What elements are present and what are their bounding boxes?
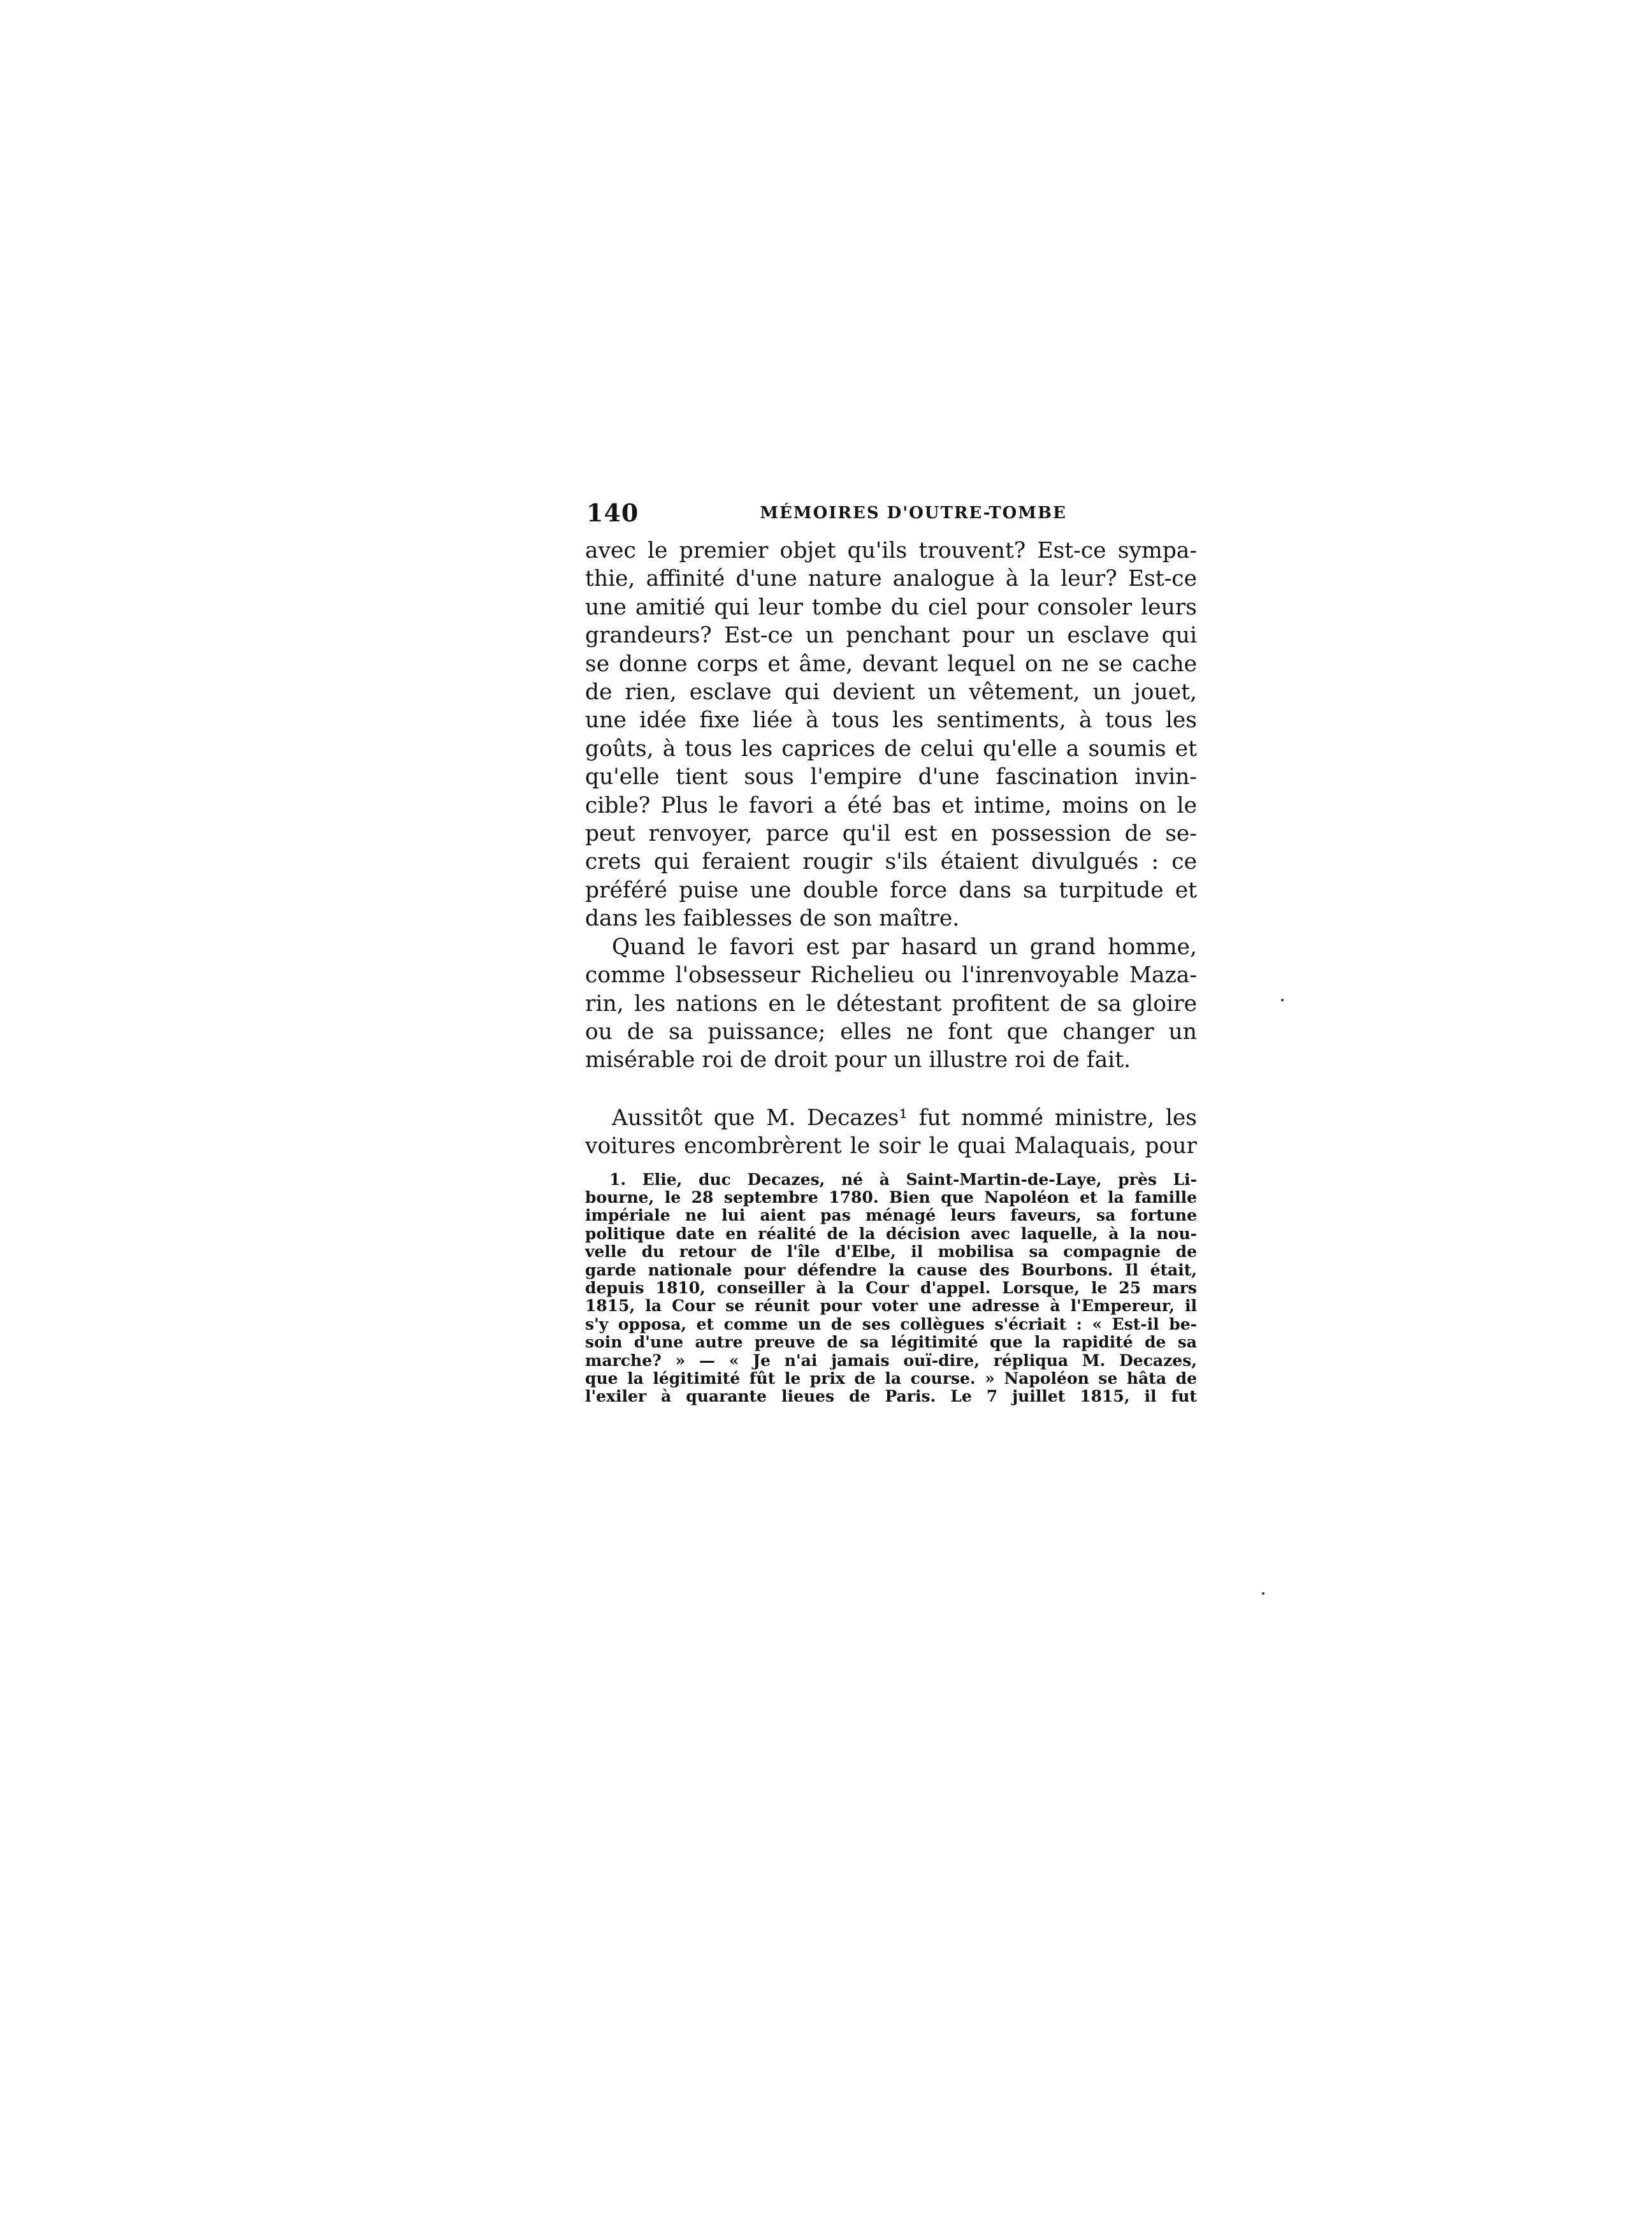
text-line: ou de sa puissance; elles ne font que changer un <box>585 1019 1197 1045</box>
text-line: une idée fixe liée à tous les sentiments, à tous les <box>585 708 1197 734</box>
text-line: comme l'obsesseur Richelieu ou l'inrenvoyable Maza- <box>585 962 1197 989</box>
text-line: cible? Plus le favori a été bas et intime, moins on le <box>585 792 1197 818</box>
text-line: qu'elle tient sous l'empire d'une fascination invin- <box>585 764 1197 790</box>
text-line: se donne corps et âme, devant lequel on ne se cache <box>585 651 1197 677</box>
footnote-line: soin d'une autre preuve de sa légitimité que la rapidité de sa <box>585 1333 1197 1352</box>
running-head <box>585 497 1197 534</box>
text-line: Aussitôt que M. Decazes¹ fut nommé ministre, les <box>612 1105 1197 1131</box>
text-line: misérable roi de droit pour un illustre roi de fait. <box>585 1047 1131 1073</box>
footnote-line: bourne, le 28 septembre 1780. Bien que Napoléon et la famille <box>585 1187 1197 1207</box>
paragraph-1 <box>585 537 1197 933</box>
footnote-line: 1815, la Cour se réunit pour voter une adresse à l'Empereur, il <box>585 1296 1197 1316</box>
text-line: crets qui feraient rougir s'ils étaient divulgués : ce <box>585 849 1197 875</box>
text-line: Quand le favori est par hasard un grand homme, <box>612 934 1197 960</box>
text-line: rin, les nations en le détestant profitent de sa gloire <box>585 991 1197 1017</box>
footnote-line: que la légitimité fût le prix de la course. » Napoléon se hâta de <box>585 1369 1197 1388</box>
footnote-line: 1. Elie, duc Decazes, né à Saint-Martin-de-Laye, près Li- <box>609 1170 1197 1189</box>
text-line: peut renvoyer, parce qu'il est en possession de se- <box>585 821 1197 847</box>
book-page <box>585 497 1197 1406</box>
text-line: dans les faiblesses de son maître. <box>585 906 960 932</box>
text-line: goûts, à tous les caprices de celui qu'elle a soumis et <box>585 736 1197 762</box>
footnote-line: s'y opposa, et comme un de ses collègues s'écriait : « Est-il be- <box>585 1314 1197 1333</box>
footnote-line: impériale ne lui aient pas ménagé leurs faveurs, sa fortune <box>585 1206 1197 1225</box>
footnote-line: politique date en réalité de la décision avec laquelle, à la nou- <box>585 1224 1197 1243</box>
scan-speck <box>1262 1592 1264 1595</box>
scan-speck <box>1281 999 1284 1001</box>
text-line: une amitié qui leur tombe du ciel pour consoler leurs <box>585 594 1197 620</box>
text-line: thie, affinité d'une nature analogue à la leur? Est-ce <box>585 566 1197 592</box>
page-number: 140 <box>586 498 639 527</box>
footnote-line: depuis 1810, conseiller à la Cour d'appel. Lorsque, le 25 mars <box>585 1278 1197 1297</box>
section-break <box>585 1075 1197 1104</box>
text-line: grandeurs? Est-ce un penchant pour un esclave qui <box>585 623 1197 649</box>
footnote <box>585 1171 1197 1406</box>
text-line: avec le premier objet qu'ils trouvent? Est-ce sympa- <box>585 538 1197 563</box>
footnote-line: velle du retour de l'île d'Elbe, il mobilisa sa compagnie de <box>585 1242 1197 1261</box>
running-title: MÉMOIRES D'OUTRE-TOMBE <box>760 504 1067 523</box>
footnote-line: garde nationale pour défendre la cause des Bourbons. Il était, <box>585 1260 1197 1279</box>
text-line: voitures encombrèrent le soir le quai Malaquais, pour <box>585 1133 1197 1159</box>
footnote-line: marche? » — « Je n'ai jamais ouï-dire, répliqua M. Decazes, <box>585 1351 1197 1370</box>
text-line: préféré puise une double force dans sa turpitude et <box>585 877 1197 903</box>
text-line: de rien, esclave qui devient un vêtement, un jouet, <box>585 679 1197 706</box>
paragraph-3 <box>585 1104 1197 1161</box>
footnote-line: l'exiler à quarante lieues de Paris. Le 7 juillet 1815, il fut <box>585 1387 1197 1406</box>
paragraph-2 <box>585 933 1197 1075</box>
